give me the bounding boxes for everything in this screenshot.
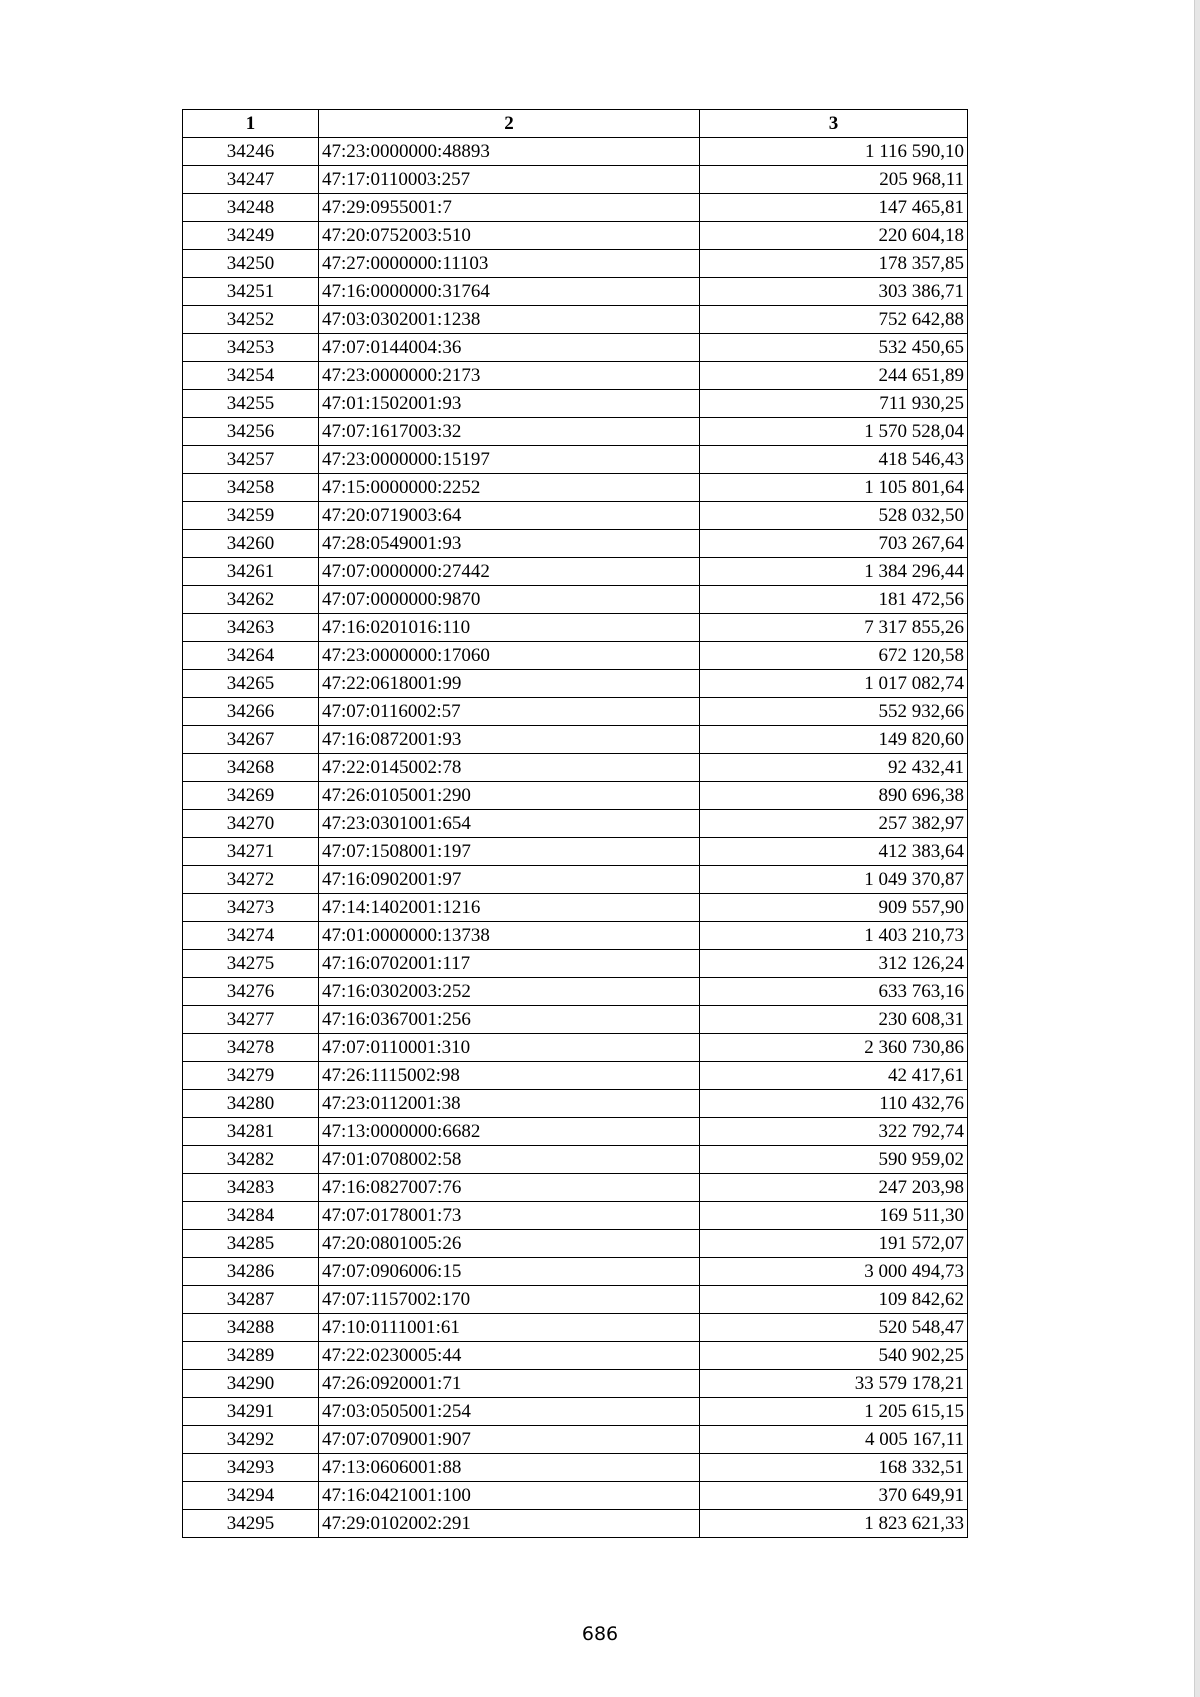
cadastral-number-cell: 47:01:1502001:93 — [319, 390, 700, 418]
value-cell: 633 763,16 — [700, 978, 968, 1006]
table-row — [183, 1090, 968, 1118]
cadastral-number-cell: 47:13:0000000:6682 — [319, 1118, 700, 1146]
table-row — [183, 978, 968, 1006]
table-row — [183, 1454, 968, 1482]
table-row — [183, 530, 968, 558]
value-cell: 590 959,02 — [700, 1146, 968, 1174]
value-cell: 92 432,41 — [700, 754, 968, 782]
value-cell: 322 792,74 — [700, 1118, 968, 1146]
row-number-cell: 34278 — [183, 1034, 319, 1062]
cadastral-number-cell: 47:22:0145002:78 — [319, 754, 700, 782]
row-number-cell: 34262 — [183, 586, 319, 614]
table-row — [183, 1202, 968, 1230]
cadastral-number-cell: 47:22:0618001:99 — [319, 670, 700, 698]
table-body — [183, 138, 968, 1538]
cadastral-number-cell: 47:07:1617003:32 — [319, 418, 700, 446]
cadastral-number-cell: 47:16:0872001:93 — [319, 726, 700, 754]
table-row — [183, 922, 968, 950]
cadastral-number-cell: 47:07:0178001:73 — [319, 1202, 700, 1230]
table-row — [183, 306, 968, 334]
cadastral-number-cell: 47:07:0110001:310 — [319, 1034, 700, 1062]
cadastral-number-cell: 47:03:0302001:1238 — [319, 306, 700, 334]
table-row — [183, 390, 968, 418]
table-row — [183, 754, 968, 782]
cadastral-number-cell: 47:20:0752003:510 — [319, 222, 700, 250]
cadastral-number-cell: 47:29:0955001:7 — [319, 194, 700, 222]
row-number-cell: 34289 — [183, 1342, 319, 1370]
row-number-cell: 34274 — [183, 922, 319, 950]
row-number-cell: 34280 — [183, 1090, 319, 1118]
table-row — [183, 670, 968, 698]
cadastral-number-cell: 47:16:0702001:117 — [319, 950, 700, 978]
value-cell: 1 017 082,74 — [700, 670, 968, 698]
table-row — [183, 278, 968, 306]
row-number-cell: 34258 — [183, 474, 319, 502]
cadastral-number-cell: 47:23:0000000:17060 — [319, 642, 700, 670]
table-row — [183, 1230, 968, 1258]
table-row — [183, 334, 968, 362]
table-row — [183, 1258, 968, 1286]
value-cell: 33 579 178,21 — [700, 1370, 968, 1398]
value-cell: 312 126,24 — [700, 950, 968, 978]
cadastral-number-cell: 47:17:0110003:257 — [319, 166, 700, 194]
row-number-cell: 34277 — [183, 1006, 319, 1034]
row-number-cell: 34276 — [183, 978, 319, 1006]
table-row — [183, 1062, 968, 1090]
table-row — [183, 1482, 968, 1510]
table-row — [183, 894, 968, 922]
row-number-cell: 34253 — [183, 334, 319, 362]
value-cell: 1 205 615,15 — [700, 1398, 968, 1426]
row-number-cell: 34293 — [183, 1454, 319, 1482]
cadastral-number-cell: 47:26:0105001:290 — [319, 782, 700, 810]
table-row — [183, 950, 968, 978]
table-row — [183, 194, 968, 222]
table-row — [183, 1146, 968, 1174]
cadastral-number-cell: 47:22:0230005:44 — [319, 1342, 700, 1370]
row-number-cell: 34265 — [183, 670, 319, 698]
value-cell: 181 472,56 — [700, 586, 968, 614]
row-number-cell: 34270 — [183, 810, 319, 838]
cadastral-number-cell: 47:07:0144004:36 — [319, 334, 700, 362]
value-cell: 169 511,30 — [700, 1202, 968, 1230]
cadastral-number-cell: 47:23:0000000:2173 — [319, 362, 700, 390]
value-cell: 244 651,89 — [700, 362, 968, 390]
table-row — [183, 418, 968, 446]
table-row — [183, 558, 968, 586]
cadastral-number-cell: 47:16:0827007:76 — [319, 1174, 700, 1202]
value-cell: 3 000 494,73 — [700, 1258, 968, 1286]
table-row — [183, 362, 968, 390]
table-row — [183, 502, 968, 530]
value-cell: 230 608,31 — [700, 1006, 968, 1034]
value-cell: 520 548,47 — [700, 1314, 968, 1342]
table-row — [183, 642, 968, 670]
value-cell: 147 465,81 — [700, 194, 968, 222]
row-number-cell: 34248 — [183, 194, 319, 222]
cadastral-number-cell: 47:15:0000000:2252 — [319, 474, 700, 502]
table-row — [183, 222, 968, 250]
table-row — [183, 1034, 968, 1062]
table-row — [183, 1314, 968, 1342]
row-number-cell: 34279 — [183, 1062, 319, 1090]
row-number-cell: 34251 — [183, 278, 319, 306]
value-cell: 412 383,64 — [700, 838, 968, 866]
table-row — [183, 250, 968, 278]
registry-table — [182, 109, 968, 1538]
page-edge — [1194, 0, 1200, 1697]
cadastral-number-cell: 47:07:0116002:57 — [319, 698, 700, 726]
value-cell: 2 360 730,86 — [700, 1034, 968, 1062]
value-cell: 191 572,07 — [700, 1230, 968, 1258]
cadastral-number-cell: 47:20:0719003:64 — [319, 502, 700, 530]
row-number-cell: 34261 — [183, 558, 319, 586]
row-number-cell: 34257 — [183, 446, 319, 474]
value-cell: 220 604,18 — [700, 222, 968, 250]
row-number-cell: 34255 — [183, 390, 319, 418]
row-number-cell: 34292 — [183, 1426, 319, 1454]
cadastral-number-cell: 47:29:0102002:291 — [319, 1510, 700, 1538]
value-cell: 890 696,38 — [700, 782, 968, 810]
value-cell: 109 842,62 — [700, 1286, 968, 1314]
value-cell: 257 382,97 — [700, 810, 968, 838]
row-number-cell: 34281 — [183, 1118, 319, 1146]
row-number-cell: 34246 — [183, 138, 319, 166]
row-number-cell: 34259 — [183, 502, 319, 530]
value-cell: 7 317 855,26 — [700, 614, 968, 642]
table-row — [183, 1426, 968, 1454]
value-cell: 532 450,65 — [700, 334, 968, 362]
row-number-cell: 34284 — [183, 1202, 319, 1230]
row-number-cell: 34272 — [183, 866, 319, 894]
table-row — [183, 1510, 968, 1538]
value-cell: 703 267,64 — [700, 530, 968, 558]
value-cell: 303 386,71 — [700, 278, 968, 306]
table-row — [183, 1118, 968, 1146]
cadastral-number-cell: 47:16:0421001:100 — [319, 1482, 700, 1510]
value-cell: 370 649,91 — [700, 1482, 968, 1510]
cadastral-number-cell: 47:20:0801005:26 — [319, 1230, 700, 1258]
value-cell: 1 116 590,10 — [700, 138, 968, 166]
row-number-cell: 34263 — [183, 614, 319, 642]
cadastral-number-cell: 47:16:0201016:110 — [319, 614, 700, 642]
header-row — [183, 110, 968, 138]
value-cell: 672 120,58 — [700, 642, 968, 670]
row-number-cell: 34260 — [183, 530, 319, 558]
cadastral-number-cell: 47:01:0708002:58 — [319, 1146, 700, 1174]
row-number-cell: 34282 — [183, 1146, 319, 1174]
row-number-cell: 34249 — [183, 222, 319, 250]
cadastral-number-cell: 47:26:0920001:71 — [319, 1370, 700, 1398]
value-cell: 110 432,76 — [700, 1090, 968, 1118]
table-row — [183, 1286, 968, 1314]
table-row — [183, 1006, 968, 1034]
row-number-cell: 34266 — [183, 698, 319, 726]
value-cell: 149 820,60 — [700, 726, 968, 754]
value-cell: 205 968,11 — [700, 166, 968, 194]
value-cell: 4 005 167,11 — [700, 1426, 968, 1454]
table-row — [183, 866, 968, 894]
column-header-3: 3 — [700, 110, 968, 138]
value-cell: 528 032,50 — [700, 502, 968, 530]
cadastral-number-cell: 47:07:1157002:170 — [319, 1286, 700, 1314]
table-row — [183, 810, 968, 838]
table-row — [183, 446, 968, 474]
table-row — [183, 1370, 968, 1398]
cadastral-number-cell: 47:01:0000000:13738 — [319, 922, 700, 950]
row-number-cell: 34291 — [183, 1398, 319, 1426]
value-cell: 178 357,85 — [700, 250, 968, 278]
value-cell: 1 049 370,87 — [700, 866, 968, 894]
row-number-cell: 34256 — [183, 418, 319, 446]
row-number-cell: 34287 — [183, 1286, 319, 1314]
cadastral-number-cell: 47:03:0505001:254 — [319, 1398, 700, 1426]
cadastral-number-cell: 47:07:1508001:197 — [319, 838, 700, 866]
value-cell: 418 546,43 — [700, 446, 968, 474]
cadastral-number-cell: 47:27:0000000:11103 — [319, 250, 700, 278]
row-number-cell: 34247 — [183, 166, 319, 194]
table-row — [183, 1398, 968, 1426]
row-number-cell: 34254 — [183, 362, 319, 390]
table-row — [183, 726, 968, 754]
table-row — [183, 838, 968, 866]
cadastral-number-cell: 47:07:0000000:27442 — [319, 558, 700, 586]
cadastral-number-cell: 47:07:0000000:9870 — [319, 586, 700, 614]
row-number-cell: 34252 — [183, 306, 319, 334]
row-number-cell: 34283 — [183, 1174, 319, 1202]
cadastral-number-cell: 47:23:0112001:38 — [319, 1090, 700, 1118]
cadastral-number-cell: 47:13:0606001:88 — [319, 1454, 700, 1482]
row-number-cell: 34250 — [183, 250, 319, 278]
table-row — [183, 474, 968, 502]
table-row — [183, 1342, 968, 1370]
cadastral-number-cell: 47:10:0111001:61 — [319, 1314, 700, 1342]
row-number-cell: 34288 — [183, 1314, 319, 1342]
cadastral-number-cell: 47:16:0000000:31764 — [319, 278, 700, 306]
table-row — [183, 698, 968, 726]
row-number-cell: 34271 — [183, 838, 319, 866]
row-number-cell: 34269 — [183, 782, 319, 810]
cadastral-number-cell: 47:14:1402001:1216 — [319, 894, 700, 922]
row-number-cell: 34273 — [183, 894, 319, 922]
value-cell: 1 570 528,04 — [700, 418, 968, 446]
table-row — [183, 138, 968, 166]
value-cell: 168 332,51 — [700, 1454, 968, 1482]
table-row — [183, 1174, 968, 1202]
row-number-cell: 34267 — [183, 726, 319, 754]
row-number-cell: 34290 — [183, 1370, 319, 1398]
cadastral-number-cell: 47:16:0902001:97 — [319, 866, 700, 894]
value-cell: 1 403 210,73 — [700, 922, 968, 950]
cadastral-number-cell: 47:28:0549001:93 — [319, 530, 700, 558]
table-row — [183, 166, 968, 194]
value-cell: 247 203,98 — [700, 1174, 968, 1202]
value-cell: 909 557,90 — [700, 894, 968, 922]
cadastral-number-cell: 47:16:0302003:252 — [319, 978, 700, 1006]
value-cell: 1 105 801,64 — [700, 474, 968, 502]
cadastral-number-cell: 47:23:0000000:48893 — [319, 138, 700, 166]
cadastral-number-cell: 47:07:0906006:15 — [319, 1258, 700, 1286]
table-row — [183, 586, 968, 614]
row-number-cell: 34295 — [183, 1510, 319, 1538]
value-cell: 711 930,25 — [700, 390, 968, 418]
value-cell: 540 902,25 — [700, 1342, 968, 1370]
cadastral-number-cell: 47:23:0301001:654 — [319, 810, 700, 838]
row-number-cell: 34285 — [183, 1230, 319, 1258]
table-row — [183, 782, 968, 810]
value-cell: 42 417,61 — [700, 1062, 968, 1090]
value-cell: 1 384 296,44 — [700, 558, 968, 586]
cadastral-number-cell: 47:26:1115002:98 — [319, 1062, 700, 1090]
value-cell: 552 932,66 — [700, 698, 968, 726]
row-number-cell: 34275 — [183, 950, 319, 978]
cadastral-number-cell: 47:07:0709001:907 — [319, 1426, 700, 1454]
cadastral-number-cell: 47:23:0000000:15197 — [319, 446, 700, 474]
value-cell: 752 642,88 — [700, 306, 968, 334]
value-cell: 1 823 621,33 — [700, 1510, 968, 1538]
row-number-cell: 34294 — [183, 1482, 319, 1510]
table-row — [183, 614, 968, 642]
row-number-cell: 34286 — [183, 1258, 319, 1286]
page-number: 686 — [581, 1623, 619, 1645]
column-header-1: 1 — [183, 110, 319, 138]
row-number-cell: 34268 — [183, 754, 319, 782]
column-header-2: 2 — [319, 110, 700, 138]
row-number-cell: 34264 — [183, 642, 319, 670]
cadastral-number-cell: 47:16:0367001:256 — [319, 1006, 700, 1034]
